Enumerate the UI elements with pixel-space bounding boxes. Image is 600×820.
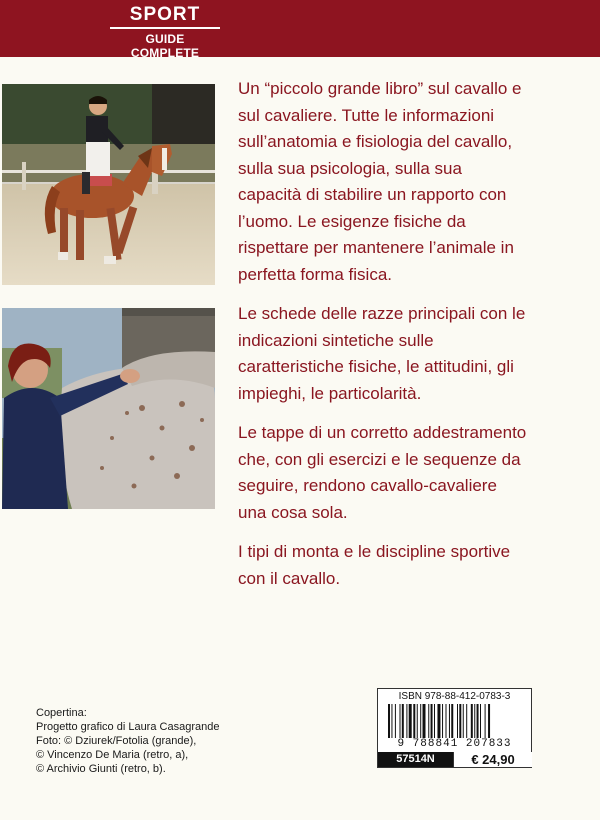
series-title: SPORT xyxy=(129,4,201,25)
barcode-bar xyxy=(434,704,435,738)
barcode-bar xyxy=(402,704,404,738)
barcode-bar xyxy=(457,704,458,738)
barcode-bar xyxy=(420,704,421,738)
series-subtitle: GUIDE COMPLETE xyxy=(130,32,200,60)
barcode-label xyxy=(377,688,532,768)
barcode-bar xyxy=(451,704,453,738)
barcode-bar xyxy=(471,704,473,738)
description-paragraph-3: Le tappe di un corretto addestramento che, con gli esercizi e le sequenze da seguire, rendono cavallo-cavaliere una cosa sola. xyxy=(238,423,527,522)
barcode-bar xyxy=(428,704,429,738)
barcode-bar xyxy=(466,704,467,738)
credits-line: Foto: © Dziurek/Fotolia (grande), xyxy=(36,735,197,747)
barcode-bar xyxy=(388,704,390,738)
barcode-bar xyxy=(406,704,407,738)
barcode-bar xyxy=(485,704,486,738)
isbn-text: ISBN 978-88-412-0783-3 xyxy=(398,691,511,702)
product-code: 57514N xyxy=(378,752,453,767)
barcode-bar xyxy=(488,704,490,738)
barcode-bar xyxy=(391,704,392,738)
barcode-bar xyxy=(446,704,447,738)
barcode-bar xyxy=(480,704,481,738)
photo-rider-on-horse xyxy=(2,84,215,285)
barcode-bars xyxy=(388,704,521,738)
credits-line: Progetto grafico di Laura Casagrande xyxy=(36,721,220,733)
barcode-bar xyxy=(459,704,461,738)
credits-line: © Vincenzo De Maria (retro, a), xyxy=(36,749,189,761)
barcode-bar xyxy=(409,704,412,738)
barcode-bar xyxy=(449,704,450,738)
barcode-bar xyxy=(477,704,479,738)
description-paragraph-1: Un “piccolo grande libro” sul cavallo e sul cavaliere. Tutte le informazioni sull’anatomia e fisiologia del cavallo, sulla sua psicologia, sulla sua capacità di stabilire un rapporto con l’uomo. Le esigenze fisiche da rispettare per mantenere l’animale in perfetta forma fisica. xyxy=(238,79,522,284)
description-paragraph-2: Le schede delle razze principali con le indicazioni sintetiche sulle caratteristiche fisiche, le attitudini, gli impieghi, le particolarità. xyxy=(238,304,526,403)
description-paragraph-4: I tipi di monta e le discipline sportive con il cavallo. xyxy=(238,542,511,588)
barcode-bar xyxy=(437,704,440,738)
header-banner xyxy=(0,0,600,60)
photo-grooming-horse xyxy=(2,308,215,509)
price-tag: € 24,90 xyxy=(453,752,532,767)
description-text xyxy=(238,76,528,605)
photo-credits xyxy=(36,706,276,776)
series-rule xyxy=(110,27,220,29)
credits-line: © Archivio Giunti (retro, b). xyxy=(36,763,166,775)
barcode-bar xyxy=(400,704,401,738)
barcode-bar xyxy=(413,704,415,738)
series-logo xyxy=(110,4,220,60)
barcode-bar xyxy=(463,704,464,738)
barcode-bar xyxy=(423,704,426,738)
barcode-bar xyxy=(442,704,443,738)
barcode-bar xyxy=(417,704,418,738)
barcode-bar xyxy=(474,704,475,738)
ean-digits: 9 788841 207833 xyxy=(397,738,512,750)
barcode-bar xyxy=(431,704,433,738)
credits-line: Copertina: xyxy=(36,707,87,719)
barcode-bar xyxy=(395,704,396,738)
